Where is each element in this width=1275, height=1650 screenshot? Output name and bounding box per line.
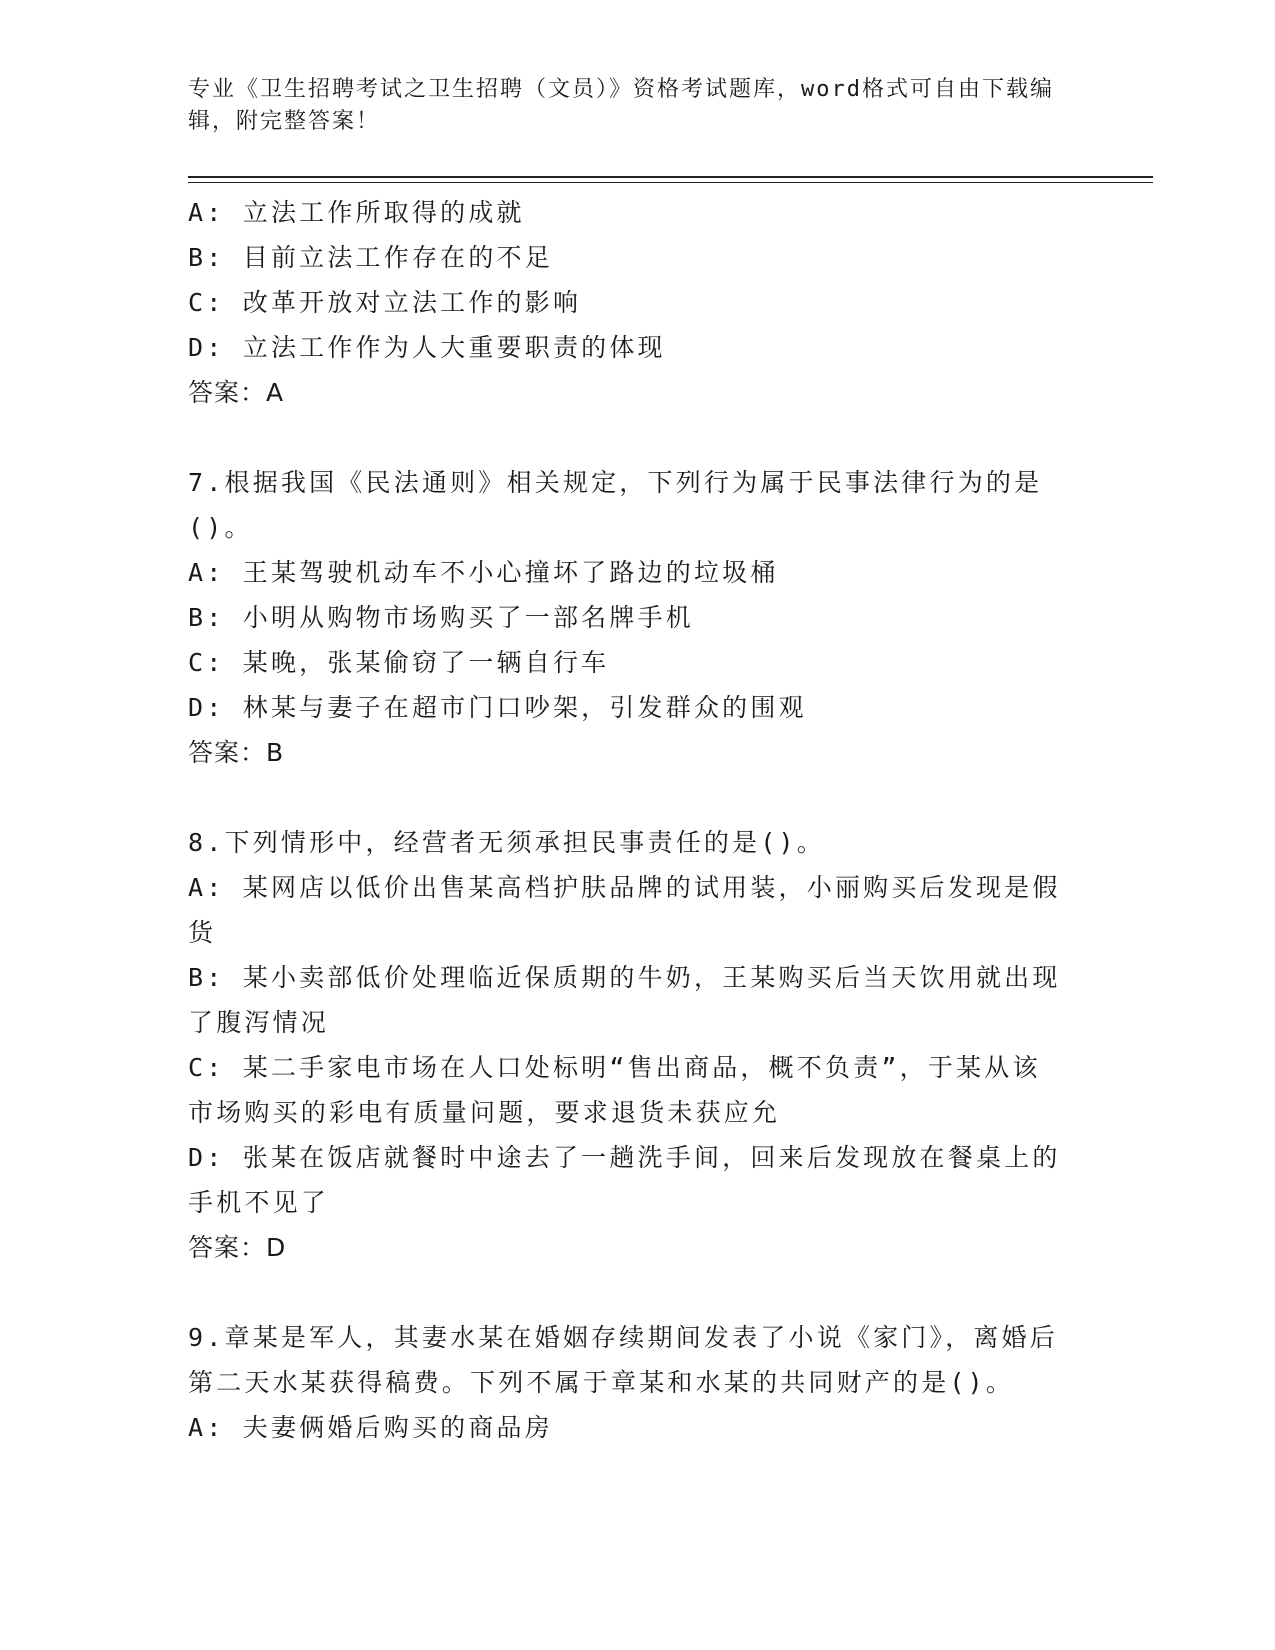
question-stem: 7.根据我国《民法通则》相关规定，下列行为属于民事法律行为的是()。 [188,468,1043,542]
option-b: B: 某小卖部低价处理临近保质期的牛奶，王某购买后当天饮用就出现了腹泻情况 [188,963,1061,1037]
option-c: C: 某二手家电市场在人口处标明“售出商品，概不负责”，于某从该市场购买的彩电有质量问题，要求退货未获应允 [188,1053,1041,1127]
answer-label: 答案：A [188,378,285,407]
answer-label: 答案：D [188,1233,287,1262]
option-a: A: 王某驾驶机动车不小心撞坏了路边的垃圾桶 [188,558,779,587]
header-rule-thin [188,182,1153,183]
question-stem: 8.下列情形中，经营者无须承担民事责任的是()。 [188,828,826,857]
option-a: A: 夫妻俩婚后购买的商品房 [188,1413,553,1442]
spacer [188,775,1068,820]
question-stem: 9.章某是军人，其妻水某在婚姻存续期间发表了小说《家门》，离婚后第二天水某获得稿费。下列不属于章某和水某的共同财产的是()。 [188,1323,1059,1397]
answer-label: 答案：B [188,738,285,767]
spacer [188,1270,1068,1315]
document-header: 专业《卫生招聘考试之卫生招聘（文员）》资格考试题库，word格式可自由下载编辑，附完整答案！ [188,77,1054,134]
option-d: D: 立法工作作为人大重要职责的体现 [188,333,666,362]
option-a: A: 某网店以低价出售某高档护肤品牌的试用装，小丽购买后发现是假货 [188,873,1061,947]
header-rule-thick [188,176,1153,178]
option-d: D: 张某在饭店就餐时中途去了一趟洗手间，回来后发现放在餐桌上的手机不见了 [188,1143,1061,1217]
question-7 [188,460,1068,775]
spacer [188,415,1068,460]
option-b: B: 小明从购物市场购买了一部名牌手机 [188,603,694,632]
question-9 [188,1315,1068,1450]
question-6-continued [188,190,1068,415]
option-c: C: 某晚，张某偷窃了一辆自行车 [188,648,610,677]
option-a: A: 立法工作所取得的成就 [188,198,525,227]
option-c: C: 改革开放对立法工作的影响 [188,288,582,317]
question-list [188,190,1068,1450]
option-d: D: 林某与妻子在超市门口吵架，引发群众的围观 [188,693,807,722]
option-b: B: 目前立法工作存在的不足 [188,243,553,272]
question-8 [188,820,1068,1270]
